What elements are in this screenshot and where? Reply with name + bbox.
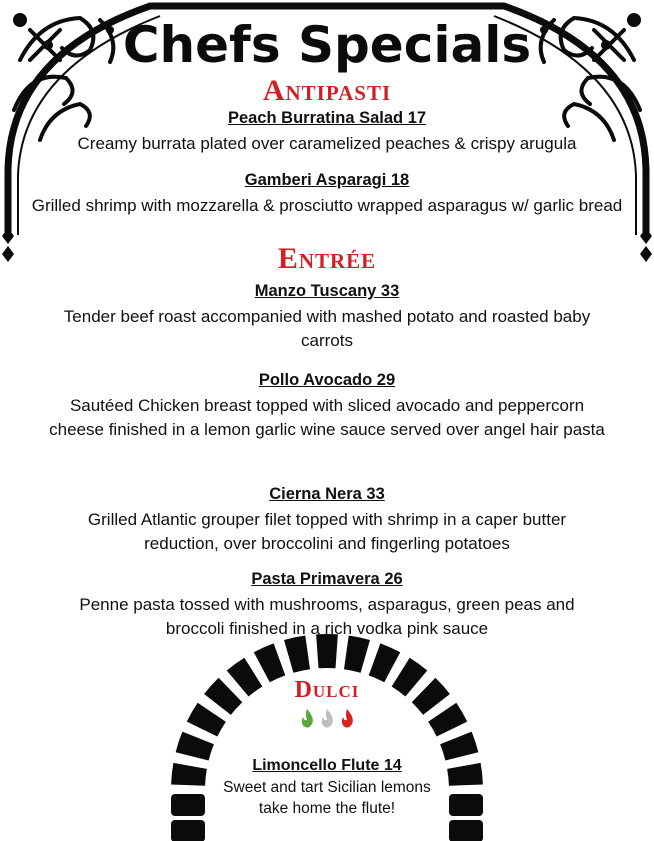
item-name: Cierna Nera 33	[269, 485, 385, 503]
item-desc: Tender beef roast accompanied with mashed potato and roasted baby carrots	[63, 307, 591, 350]
item-name: Pollo Avocado 29	[258, 371, 396, 389]
item-desc: Penne pasta tossed with mushrooms, asparagus, green peas and broccoli finished in a rich vodka pink sauce	[79, 595, 575, 638]
oven-brick	[344, 636, 370, 673]
section-entree: Entrée	[277, 242, 377, 275]
item-desc-line: Sweet and tart Sicilian lemons	[223, 779, 431, 796]
oven-brick	[449, 794, 483, 816]
menu-item	[20, 106, 634, 156]
menu-item	[40, 279, 614, 353]
oven-brick	[449, 820, 483, 841]
item-name: Peach Burratina Salad 17	[227, 109, 427, 127]
section-antipasti: Antipasti	[262, 74, 392, 107]
menu-item	[24, 168, 630, 218]
item-desc: Grilled shrimp with mozzarella & prosciutto wrapped asparagus w/ garlic bread	[31, 196, 623, 215]
menu-item	[56, 567, 598, 641]
item-desc-line: take home the flute!	[258, 800, 396, 817]
menu-item	[60, 482, 594, 556]
item-desc: Creamy burrata plated over caramelized peaches & crispy arugula	[77, 134, 577, 153]
item-desc: Sautéed Chicken breast topped with sliced avocado and peppercorn cheese finished in a lemon garlic wine sauce served over angel hair pasta	[49, 396, 605, 439]
oven-brick	[284, 636, 310, 673]
item-name: Manzo Tuscany 33	[254, 282, 400, 300]
item-name: Pasta Primavera 26	[251, 570, 403, 588]
menu-item	[200, 755, 454, 819]
page-title: Chefs Specials	[122, 16, 532, 74]
oven-brick	[171, 820, 205, 841]
item-desc: Grilled Atlantic grouper filet topped with shrimp in a caper butter reduction, over broccolini and fingerling potatoes	[87, 510, 567, 553]
item-name: Gamberi Asparagi 18	[244, 171, 410, 189]
italian-flames-icon	[0, 707, 654, 734]
section-dulci: Dulci	[294, 677, 360, 703]
item-name: Limoncello Flute 14	[252, 757, 402, 774]
menu-item	[44, 368, 610, 442]
